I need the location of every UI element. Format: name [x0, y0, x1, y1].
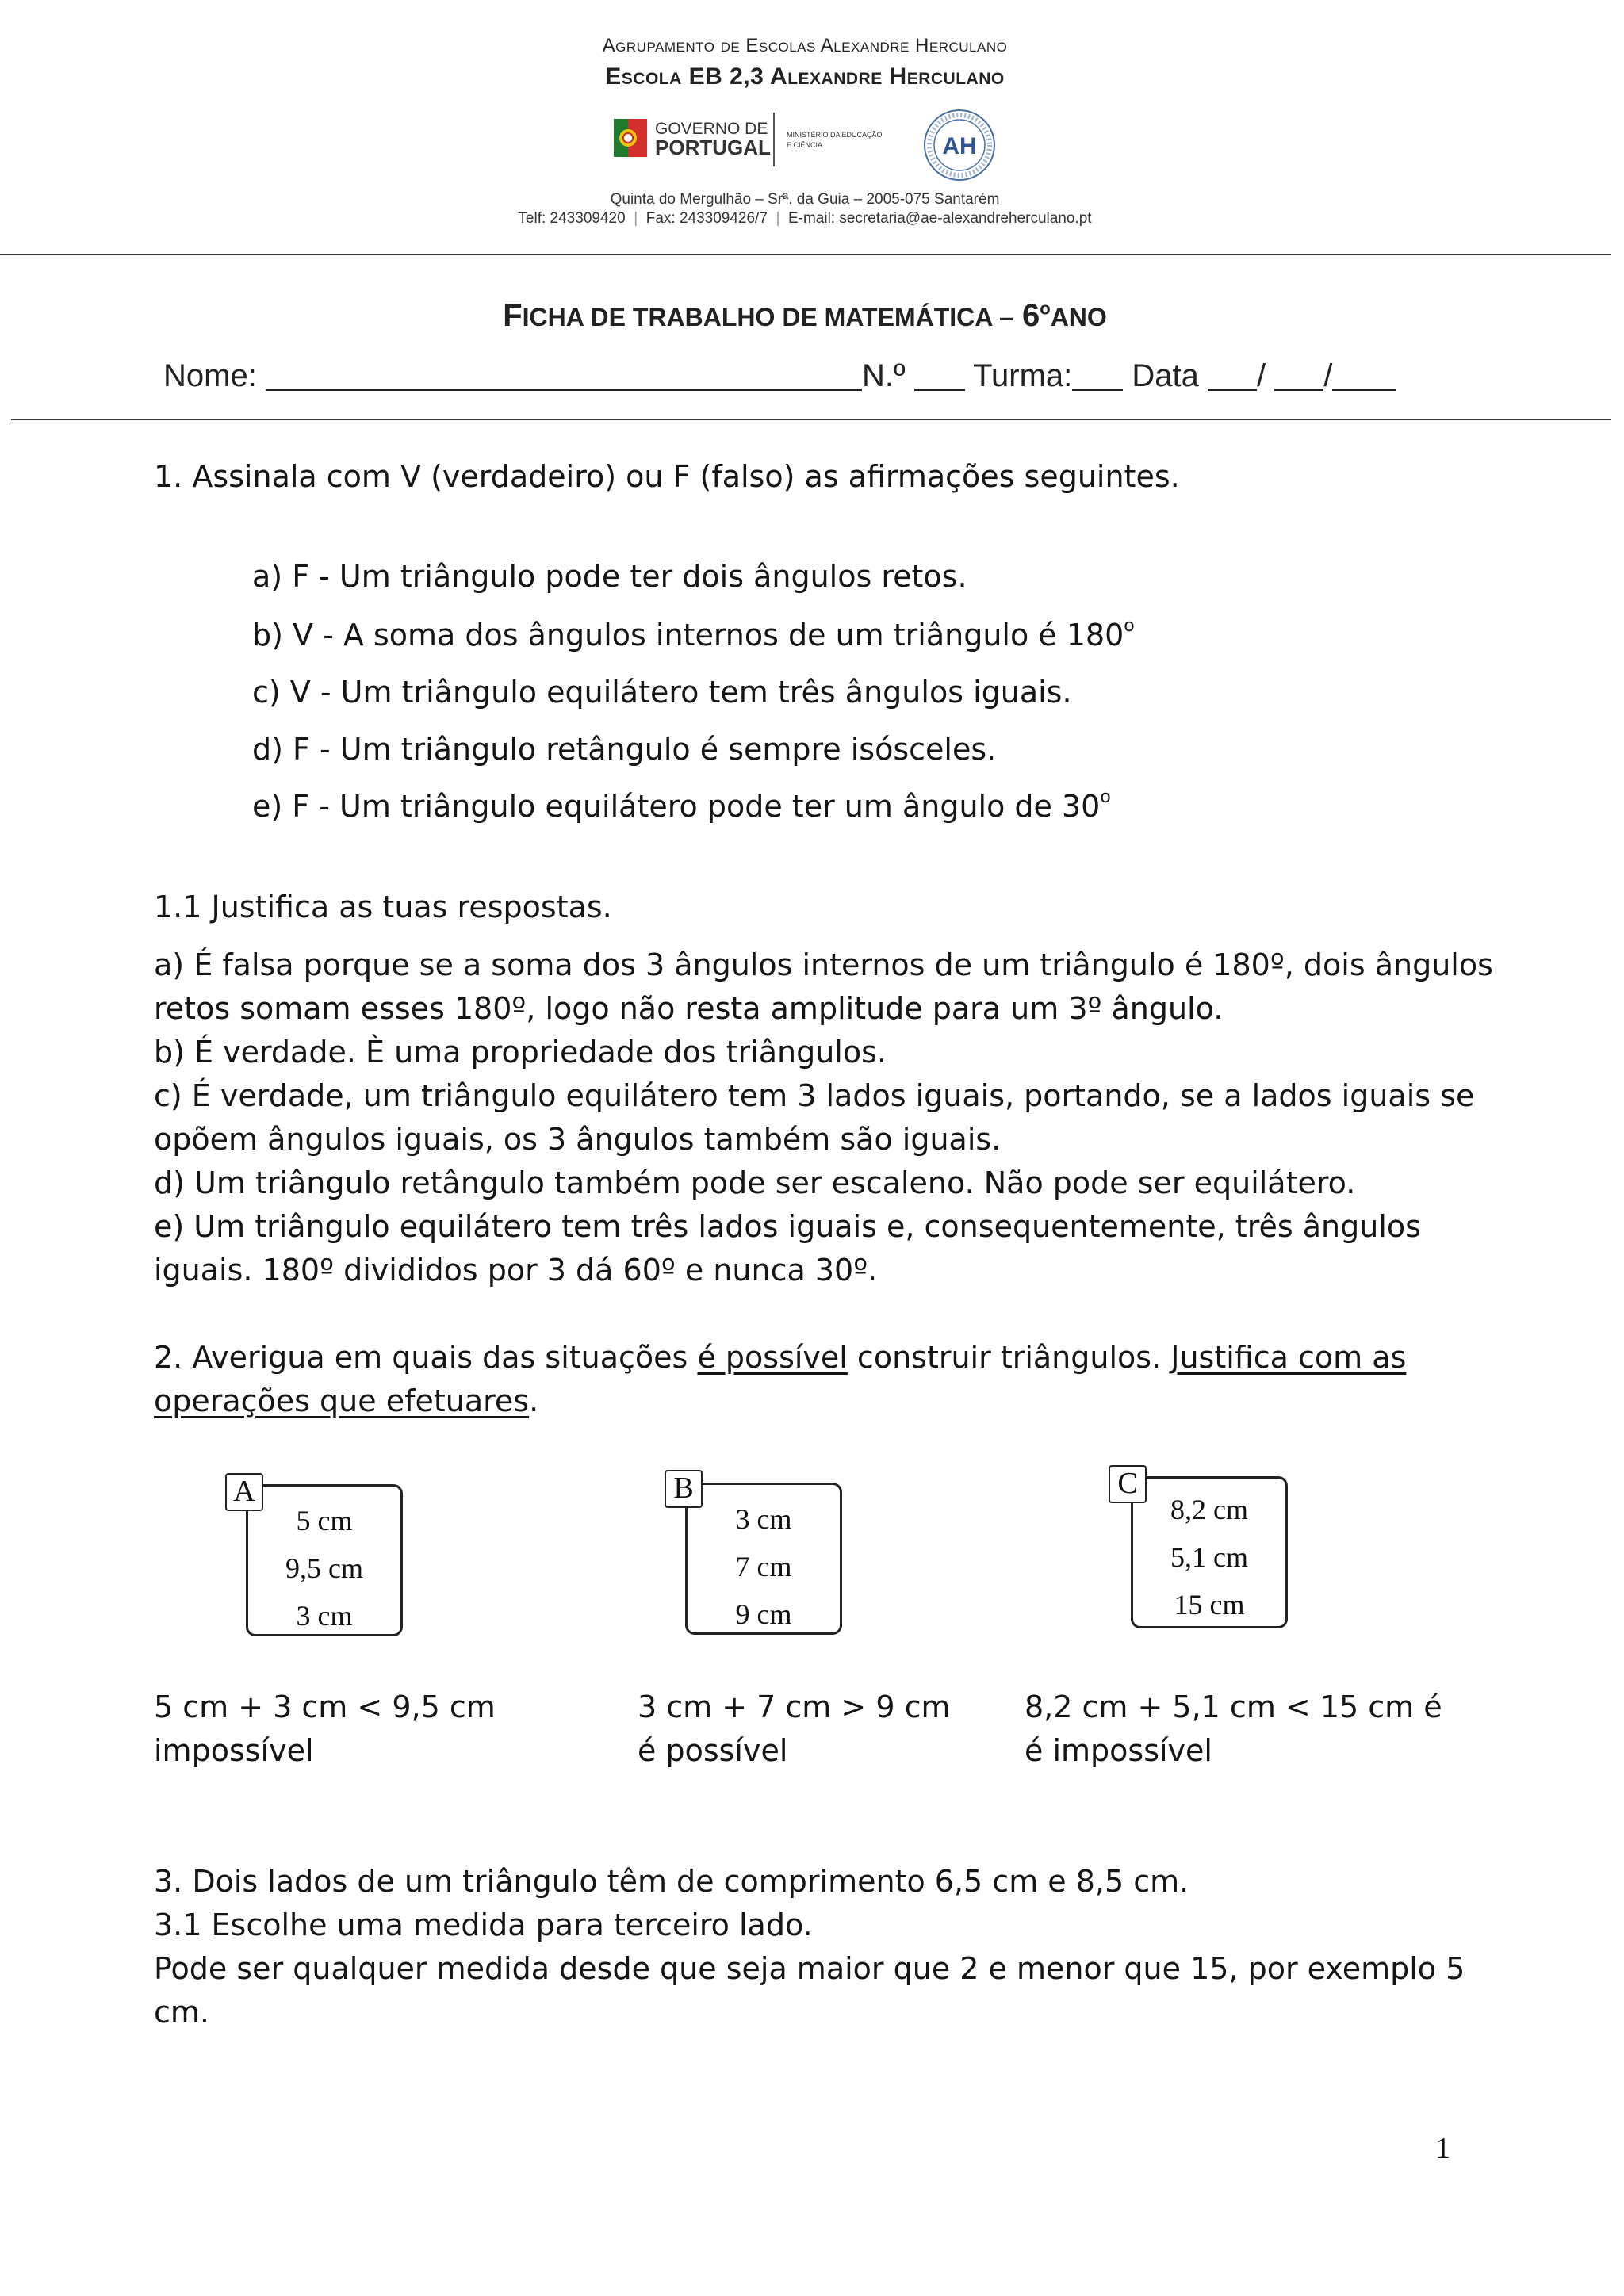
header-logos	[611, 108, 1007, 187]
title-ordinal: o	[1040, 298, 1051, 319]
q1-item-text: d) F - Um triângulo retângulo é sempre isósceles.	[252, 732, 997, 767]
q11-line: iguais. 180º divididos por 3 dá 60º e nunca 30º.	[154, 1253, 878, 1288]
separator: |	[776, 210, 780, 227]
q2-underlined: operações que efetuares	[154, 1383, 530, 1418]
box-a-frame	[246, 1484, 403, 1636]
box-c-value: 5,1 cm	[1170, 1541, 1248, 1573]
q2-text: .	[529, 1383, 539, 1418]
q2-prompt-line2	[154, 1380, 1406, 1423]
date-day-field[interactable]	[1208, 362, 1257, 391]
q2-prompt	[154, 1336, 1406, 1423]
box-b-value: 9 cm	[735, 1598, 792, 1630]
side-box-c	[1109, 1465, 1293, 1640]
title-rule	[11, 419, 1611, 420]
box-c-frame	[1131, 1476, 1288, 1628]
q3-block	[154, 1860, 1465, 2034]
ministry-line2: E CIÊNCIA	[787, 141, 823, 149]
q11-answers	[154, 943, 1493, 1292]
q2-text: 2. Averigua em quais das situações	[154, 1340, 698, 1375]
q1-item-d	[252, 728, 996, 771]
number-field[interactable]	[914, 362, 965, 391]
page-number: 1	[1435, 2132, 1450, 2165]
answer-a-line: impossível	[154, 1733, 314, 1768]
side-box-b	[665, 1470, 848, 1644]
separator: |	[634, 210, 638, 227]
q1-item-b	[252, 614, 1135, 657]
q1-item-text: a) F - Um triângulo pode ter dois ângulos retos.	[252, 559, 967, 594]
date-month-field[interactable]	[1274, 362, 1323, 391]
box-a-value: 5 cm	[296, 1505, 353, 1536]
q31-answer-line1: Pode ser qualquer medida desde que seja maior que 2 e menor que 15, por exemplo 5	[154, 1951, 1465, 1986]
date-year-field[interactable]	[1332, 362, 1396, 391]
date-label: Data	[1132, 358, 1199, 393]
answer-a	[154, 1686, 496, 1773]
q1-item-e	[252, 785, 1111, 828]
date-separator: /	[1257, 358, 1266, 393]
answer-b-line: 3 cm + 7 cm > 9 cm	[638, 1689, 951, 1724]
q1-prompt: 1. Assinala com V (verdadeiro) ou F (falso) as afirmações seguintes.	[154, 459, 1180, 494]
gov-line2: PORTUGAL	[655, 136, 771, 159]
worksheet-title	[0, 298, 1610, 334]
logo-divider	[773, 113, 775, 166]
gov-line1: GOVERNO DE	[655, 120, 768, 138]
ministry-line1: MINISTÉRIO DA EDUCAÇÃO	[787, 131, 883, 139]
header-rule	[0, 254, 1611, 255]
side-box-a	[225, 1473, 409, 1647]
title-grade: 6	[1021, 298, 1040, 333]
answer-b-line: é possível	[638, 1733, 788, 1768]
box-a-value: 3 cm	[296, 1600, 353, 1632]
box-c-label: C	[1109, 1465, 1147, 1503]
box-c-value: 15 cm	[1174, 1589, 1245, 1621]
answer-b	[638, 1686, 951, 1773]
q1-item-a	[252, 555, 967, 599]
class-label: Turma:	[973, 358, 1073, 393]
ministry-text	[787, 130, 883, 151]
q1-item-text: b) V - A soma dos ângulos internos de um triângulo é 180	[252, 618, 1124, 652]
school-address: Quinta do Mergulhão – Srª. da Guia – 2005-075 Santarém	[610, 191, 1000, 208]
fax: Fax: 243309426/7	[645, 210, 768, 227]
number-label: N.º	[861, 358, 906, 393]
box-b-value: 3 cm	[735, 1503, 792, 1535]
q31-answer-line2: cm.	[154, 1995, 209, 2030]
group-name: Agrupamento de Escolas Alexandre Herculano	[602, 35, 1008, 56]
answer-c-line: 8,2 cm + 5,1 cm < 15 cm é	[1025, 1689, 1442, 1724]
phone: Telf: 243309420	[518, 210, 626, 227]
portugal-flag-icon	[611, 114, 650, 162]
q11-line: d) Um triângulo retângulo também pode ser escaleno. Não pode ser equilátero.	[154, 1165, 1356, 1200]
q3-prompt: 3. Dois lados de um triângulo têm de comprimento 6,5 cm e 8,5 cm.	[154, 1864, 1189, 1899]
name-field[interactable]	[266, 362, 862, 391]
q11-line: c) É verdade, um triângulo equilátero tem 3 lados iguais, portando, se a lados iguais se	[154, 1078, 1475, 1113]
box-c-value: 8,2 cm	[1170, 1494, 1248, 1525]
box-b-value: 7 cm	[735, 1551, 792, 1582]
q2-prompt-line1	[154, 1336, 1406, 1380]
box-b-label: B	[665, 1470, 703, 1508]
answer-a-line: 5 cm + 3 cm < 9,5 cm	[154, 1689, 496, 1724]
date-separator: /	[1323, 358, 1333, 393]
school-name: Escola EB 2,3 Alexandre Herculano	[605, 63, 1005, 90]
q11-prompt: 1.1 Justifica as tuas respostas.	[154, 890, 612, 924]
q11-line: opõem ângulos iguais, os 3 ângulos também são iguais.	[154, 1122, 1002, 1157]
title-ano: ANO	[1050, 303, 1107, 331]
q1-item-text: c) V - Um triângulo equilátero tem três ângulos iguais.	[252, 675, 1072, 710]
name-label: Nome:	[163, 358, 257, 393]
school-seal-icon	[922, 108, 997, 182]
box-a-label: A	[225, 1473, 263, 1511]
government-logo-text	[655, 121, 771, 158]
q31-prompt: 3.1 Escolhe uma medida para terceiro lado.	[154, 1908, 813, 1942]
q2-underlined: Justifica com as	[1170, 1340, 1407, 1375]
degree-mark: o	[1124, 616, 1135, 636]
q2-underlined: é possível	[697, 1340, 848, 1375]
q11-line: b) É verdade. È uma propriedade dos triângulos.	[154, 1035, 887, 1070]
class-field[interactable]	[1072, 362, 1123, 391]
q11-line: e) Um triângulo equilátero tem três lados iguais e, consequentemente, três ângulos	[154, 1209, 1421, 1244]
title-initial: F	[503, 298, 523, 333]
q2-text: construir triângulos.	[847, 1340, 1171, 1375]
school-contacts	[0, 210, 1610, 228]
q1-item-c	[252, 671, 1072, 714]
box-a-value: 9,5 cm	[285, 1552, 363, 1584]
title-main: ICHA DE TRABALHO DE MATEMÁTICA –	[522, 303, 1013, 331]
box-b-frame	[685, 1483, 842, 1635]
answer-c	[1025, 1686, 1442, 1773]
student-id-line	[163, 358, 1396, 394]
q11-line: retos somam esses 180º, logo não resta amplitude para um 3º ângulo.	[154, 991, 1224, 1026]
email: E-mail: secretaria@ae-alexandreherculano.pt	[787, 210, 1092, 227]
q1-item-text: e) F - Um triângulo equilátero pode ter um ângulo de 30	[252, 789, 1101, 824]
answer-c-line: é impossível	[1025, 1733, 1212, 1768]
q11-line: a) É falsa porque se a soma dos 3 ângulos internos de um triângulo é 180º, dois ângulos	[154, 947, 1493, 982]
degree-mark: o	[1100, 787, 1111, 807]
svg-text:AH: AH	[942, 133, 977, 159]
